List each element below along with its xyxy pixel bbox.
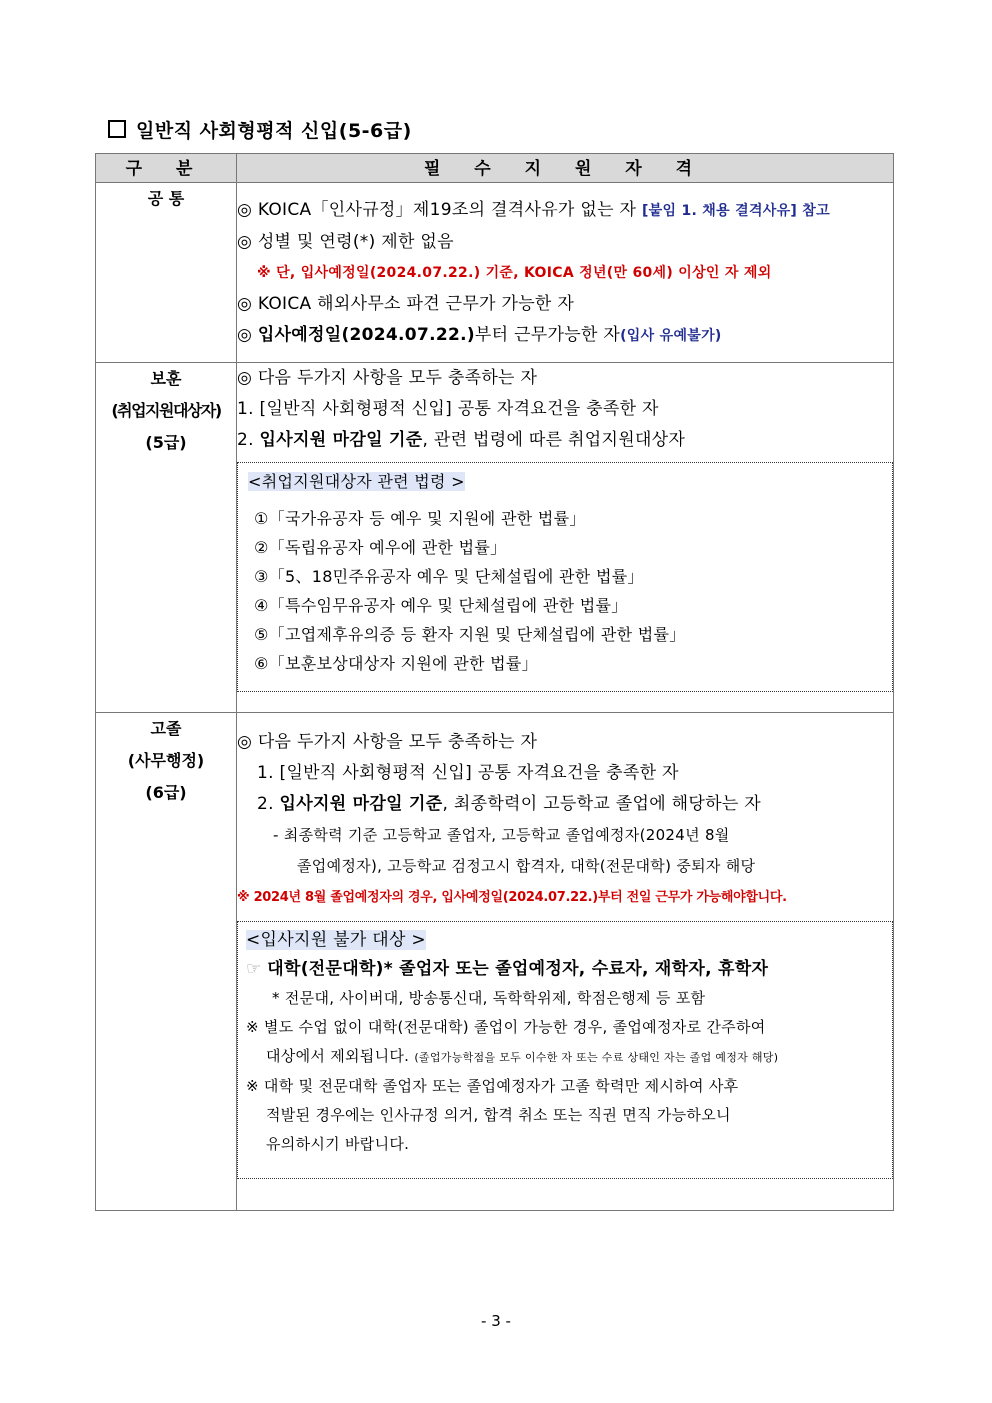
veteran-line-1: ◎ 다음 두가지 사항을 모두 충족하는 자 [237,368,538,388]
ineligible-line-4b: 적발된 경우에는 인사규정 의거, 합격 취소 또는 직권 면직 가능하오니 [266,1106,731,1124]
col-header-category: 구 분 [96,154,237,183]
pointing-hand-icon: ☞ [246,959,262,979]
ineligible-line-3b: 대상에서 제외됩니다. (졸업가능학점을 모두 이수한 자 또는 수료 상태인 자는 졸업 예정자 해당) [266,1047,779,1065]
requirements-highschool [237,713,894,1211]
law-item: ⑤「고엽제후유의증 등 환자 지원 및 단체설립에 관한 법률」 [254,625,686,644]
category-common: 공 통 [96,183,237,363]
category-highschool: 고졸 (사무행정) (6급) [96,713,237,1211]
common-line-4: ◎ KOICA 해외사무소 파견 근무가 가능한 자 [237,294,575,314]
ineligible-line-4a: ※ 대학 및 전문대학 졸업자 또는 졸업예정자가 고졸 학력만 제시하여 사후 [246,1077,739,1095]
law-item: ①「국가유공자 등 예우 및 지원에 관한 법률」 [254,509,586,528]
table-header-row [96,154,894,183]
requirements-veteran [237,363,894,713]
category-veteran: 보훈 (취업지원대상자) (5급) [96,363,237,713]
veteran-line-3: 2. 입사지원 마감일 기준, 관련 법령에 따른 취업지원대상자 [237,430,686,450]
attachment-note: [붙임 1. 채용 결격사유] 참고 [641,203,830,219]
col-header-requirements: 필 수 지 원 자 격 [237,154,894,183]
related-laws-box [237,462,893,692]
ineligible-line-2: * 전문대, 사이버대, 방송통신대, 독학학위제, 학점은행제 등 포함 [272,989,706,1007]
ineligible-line-1: ☞ 대학(전문대학)* 졸업자 또는 졸업예정자, 수료자, 재학자, 휴학자 [246,959,769,979]
page-number: - 3 - [481,1312,511,1330]
row-common [96,183,894,363]
qualification-table [95,153,894,1211]
row-highschool [96,713,894,1211]
hs-graduation-note: ※ 2024년 8월 졸업예정자의 경우, 입사예정일(2024.07.22.)부터 전일 근무가 가능해야합니다. [237,890,787,905]
related-laws-title: <취업지원대상자 관련 법령 > [248,472,465,491]
common-line-5: ◎ 입사예정일(2024.07.22.)부터 근무가능한 자(입사 유예불가) [237,325,722,345]
hs-line-1: ◎ 다음 두가지 사항을 모두 충족하는 자 [237,732,538,752]
common-line-1: ◎ KOICA「인사규정」제19조의 결격사유가 없는 자 [붙임 1. 채용 결격사유] 참고 [237,200,830,220]
section-title-text: 일반직 사회형평적 신입(5-6급) [136,120,412,142]
ineligible-title: <입사지원 불가 대상 > [246,930,426,950]
ineligible-line-4c: 유의하시기 바랍니다. [266,1135,410,1153]
hs-line-3: 2. 입사지원 마감일 기준, 최종학력이 고등학교 졸업에 해당하는 자 [257,794,761,814]
ineligible-box [237,921,893,1179]
checkbox-square-icon [108,120,126,138]
hs-line-4b: 졸업예정자), 고등학교 검정고시 합격자, 대학(전문대학) 중퇴자 해당 [297,857,756,875]
law-item: ②「독립유공자 예우에 관한 법률」 [254,538,507,557]
requirements-common [237,183,894,363]
hs-line-4a: - 최종학력 기준 고등학교 졸업자, 고등학교 졸업예정자(2024년 8월 [273,826,730,844]
law-item: ⑥「보훈보상대상자 지원에 관한 법률」 [254,654,538,673]
hs-line-2: 1. [일반직 사회형평적 신입] 공통 자격요건을 충족한 자 [257,763,679,783]
row-veteran [96,363,894,713]
law-item: ④「특수임무유공자 예우 및 단체설립에 관한 법률」 [254,596,628,615]
common-age-note: ※ 단, 입사예정일(2024.07.22.) 기준, KOICA 정년(만 60세) 이상인 자 제외 [257,265,772,281]
section-title [108,116,412,143]
ineligible-line-3a: ※ 별도 수업 없이 대학(전문대학) 졸업이 가능한 경우, 졸업예정자로 간주하여 [246,1018,766,1036]
law-item: ③「5、18민주유공자 예우 및 단체설립에 관한 법률」 [254,567,644,586]
common-line-2: ◎ 성별 및 연령(*) 제한 없음 [237,232,454,252]
veteran-line-2: 1. [일반직 사회형평적 신입] 공통 자격요건을 충족한 자 [237,399,659,419]
